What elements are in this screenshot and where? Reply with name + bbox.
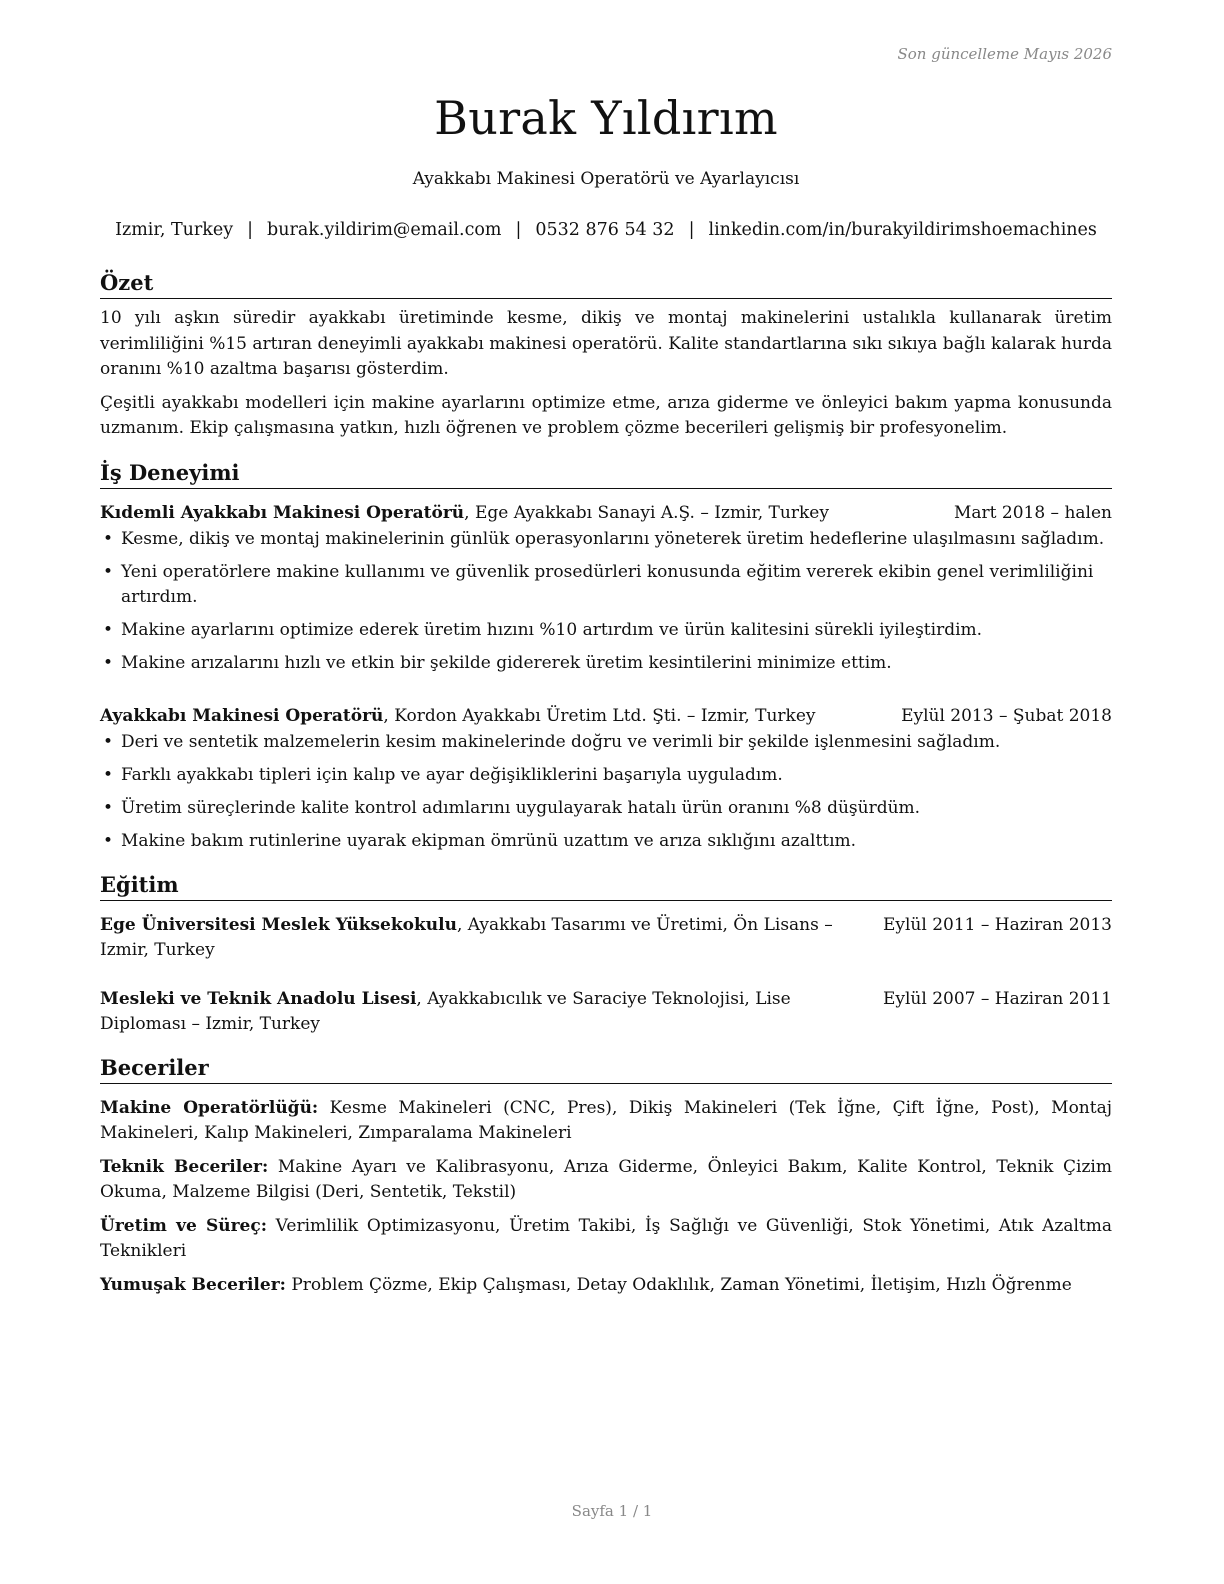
- summary-section: [100, 268, 1112, 442]
- skill-value: Verimlilik Optimizasyonu, Üretim Takibi, İş Sağlığı ve Güvenliği, Stok Yönetimi, Atık Azaltma Teknikleri: [100, 1215, 1112, 1261]
- contact-location: Izmir, Turkey: [115, 220, 234, 240]
- skill-value: Makine Ayarı ve Kalibrasyonu, Arıza Giderme, Önleyici Bakım, Kalite Kontrol, Teknik Çizim Okuma, Malzeme Bilgisi (Deri, Sentetik, Tekstil): [100, 1156, 1112, 1202]
- last-updated: Son güncelleme Mayıs 2026: [897, 45, 1112, 63]
- skills-section: [100, 1053, 1112, 1298]
- contact-linkedin[interactable]: linkedin.com/in/burakyildirimshoemachines: [708, 220, 1097, 240]
- section-title-skills: Beceriler: [100, 1053, 1112, 1084]
- summary-paragraph: 10 yılı aşkın süredir ayakkabı üretiminde kesme, dikiş ve montaj makinelerini ustalıkla kullanarak üretim verimliliğini %15 artıran deneyimli ayakkabı makinesi operatörü. Kalite standartlarına sıkı sıkıya bağlı kalarak hurda oranını %10 azaltma başarısı gösterdim.: [100, 308, 1113, 379]
- skill-label: Üretim ve Süreç:: [100, 1215, 267, 1236]
- job-company: , Ege Ayakkabı Sanayi A.Ş. – Izmir, Turkey: [464, 502, 829, 523]
- job-bullet: • Üretim süreçlerinde kalite kontrol adımlarını uygulayarak hatalı ürün oranını %8 düşürdüm.: [100, 796, 1112, 821]
- job-dates: Eylül 2013 – Şubat 2018: [901, 705, 1112, 726]
- job-entry: [100, 704, 1112, 854]
- job-bullets: [100, 527, 1112, 676]
- job-dates: Mart 2018 – halen: [953, 502, 1112, 523]
- education-detail: , Ayakkabı Tasarımı ve Üretimi, Ön Lisans – Izmir, Turkey: [100, 914, 833, 960]
- job-bullets: [100, 730, 1112, 854]
- education-dates: Eylül 2011 – Haziran 2013: [882, 914, 1112, 935]
- contact-separator: |: [247, 220, 254, 240]
- skill-label: Teknik Beceriler:: [100, 1156, 269, 1177]
- job-bullet: • Makine ayarlarını optimize ederek üretim hızını %10 artırdım ve ürün kalitesini sürekli iyileştirdim.: [100, 618, 1112, 643]
- job-bullet: • Makine arızalarını hızlı ve etkin bir şekilde gidererek üretim kesintilerini minimize ettim.: [100, 651, 1112, 676]
- skill-row: [100, 1155, 1112, 1205]
- skill-label: Yumuşak Beceriler:: [100, 1274, 286, 1295]
- education-detail: , Ayakkabıcılık ve Saraciye Teknolojisi, Lise Diploması – Izmir, Turkey: [100, 988, 791, 1034]
- candidate-name: Burak Yıldırım: [434, 91, 778, 145]
- skill-value: Problem Çözme, Ekip Çalışması, Detay Odaklılık, Zaman Yönetimi, İletişim, Hızlı Öğrenme: [285, 1274, 1072, 1295]
- summary-paragraph: Çeşitli ayakkabı modelleri için makine ayarlarını optimize etme, arıza giderme ve önleyici bakım yapma konusunda uzmanım. Ekip çalışmasına yatkın, hızlı öğrenen ve problem çözme becerileri gelişmiş bir profesyonelim.: [100, 392, 1112, 438]
- contact-email[interactable]: burak.yildirim@email.com: [267, 220, 502, 240]
- education-school: Mesleki ve Teknik Anadolu Lisesi: [100, 988, 417, 1009]
- job-company: , Kordon Ayakkabı Üretim Ltd. Şti. – Izmir, Turkey: [383, 705, 816, 726]
- education-entry: [100, 987, 1112, 1037]
- job-entry: [100, 501, 1112, 676]
- skill-row: [100, 1214, 1112, 1264]
- section-title-education: Eğitim: [100, 870, 1112, 901]
- job-role: Ayakkabı Makinesi Operatörü: [100, 705, 384, 726]
- skill-row: [100, 1273, 1112, 1298]
- contact-separator: |: [688, 220, 695, 240]
- skill-row: [100, 1096, 1112, 1146]
- education-dates: Eylül 2007 – Haziran 2011: [882, 988, 1112, 1009]
- candidate-headline: Ayakkabı Makinesi Operatörü ve Ayarlayıcısı: [412, 169, 800, 189]
- job-bullet: • Yeni operatörlere makine kullanımı ve güvenlik prosedürleri konusunda eğitim vererek ekibin genel verimliliğini artırdım.: [100, 560, 1112, 610]
- experience-section: [100, 458, 1112, 854]
- job-role: Kıdemli Ayakkabı Makinesi Operatörü: [100, 502, 465, 523]
- skill-label: Makine Operatörlüğü:: [100, 1097, 319, 1118]
- contact-phone: 0532 876 54 32: [535, 220, 675, 240]
- education-entry: [100, 913, 1112, 963]
- education-school: Ege Üniversitesi Meslek Yüksekokulu: [100, 914, 457, 935]
- skill-value: Kesme Makineleri (CNC, Pres), Dikiş Makineleri (Tek İğne, Çift İğne, Post), Montaj Makineleri, Kalıp Makineleri, Zımparalama Makineleri: [100, 1097, 1112, 1143]
- job-bullet: • Kesme, dikiş ve montaj makinelerinin günlük operasyonlarını yöneterek üretim hedeflerine ulaşılmasını sağladım.: [100, 527, 1112, 552]
- section-title-summary: Özet: [100, 268, 1112, 299]
- education-section: [100, 870, 1112, 1037]
- contact-separator: |: [515, 220, 522, 240]
- contact-line: [100, 218, 1112, 242]
- page-number: Sayfa 1 / 1: [571, 1502, 653, 1520]
- section-title-experience: İş Deneyimi: [100, 458, 1112, 489]
- job-bullet: • Deri ve sentetik malzemelerin kesim makinelerinde doğru ve verimli bir şekilde işlenmesini sağladım.: [100, 730, 1112, 755]
- job-bullet: • Makine bakım rutinlerine uyarak ekipman ömrünü uzattım ve arıza sıklığını azalttım.: [100, 829, 1112, 854]
- job-bullet: • Farklı ayakkabı tipleri için kalıp ve ayar değişikliklerini başarıyla uyguladım.: [100, 763, 1112, 788]
- job-header: [100, 501, 1112, 526]
- job-header: [100, 704, 1112, 729]
